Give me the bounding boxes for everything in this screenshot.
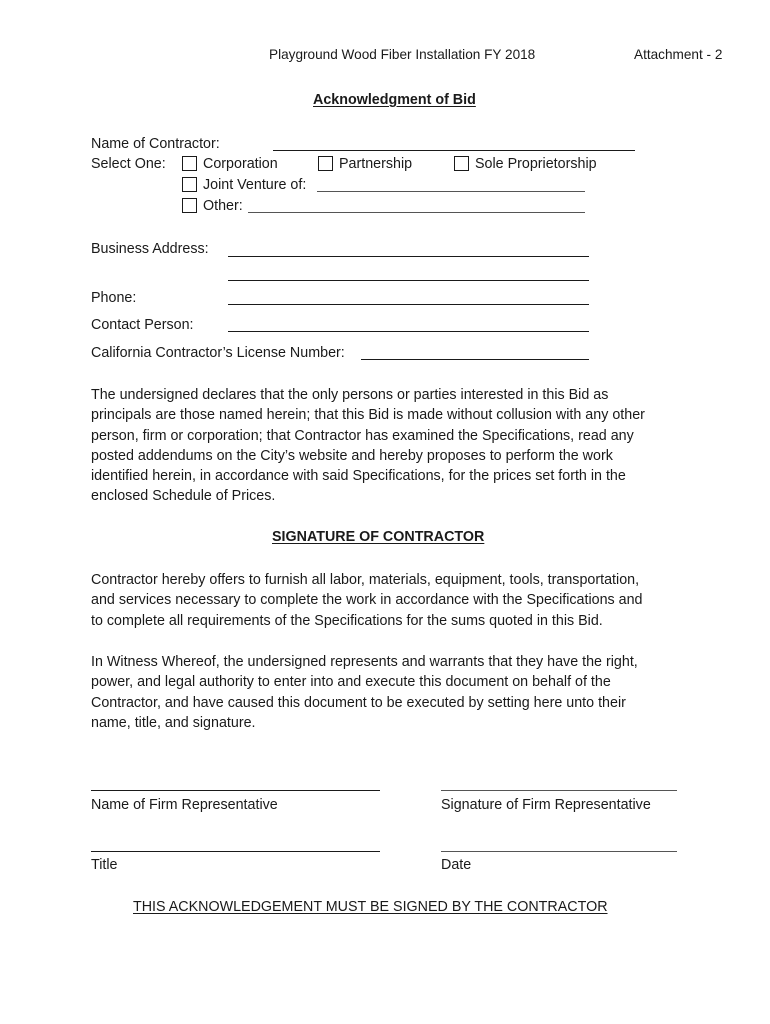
declaration-line: principals are those named herein; that this Bid is made without collusion with any other	[91, 407, 645, 424]
other-label: Other:	[203, 198, 243, 214]
contact-person-field[interactable]	[228, 331, 589, 332]
corporation-label: Corporation	[203, 156, 278, 172]
witness-line: power, and legal authority to enter into and execute this document on behalf of the	[91, 674, 611, 691]
firm-representative-signature-label: Signature of Firm Representative	[441, 797, 651, 813]
title-label: Title	[91, 857, 118, 873]
declaration-line: person, firm or corporation; that Contractor has examined the Specifications, read any	[91, 427, 634, 444]
contact-person-label: Contact Person:	[91, 317, 194, 333]
signature-heading: SIGNATURE OF CONTRACTOR	[272, 529, 485, 545]
contractor-name-field[interactable]	[273, 150, 635, 151]
witness-paragraph	[91, 652, 691, 733]
date-label: Date	[441, 857, 472, 873]
document-title: Acknowledgment of Bid	[313, 92, 476, 108]
signature-requirement-notice: THIS ACKNOWLEDGEMENT MUST BE SIGNED BY THE CONTRACTOR	[133, 899, 608, 915]
declaration-line: enclosed Schedule of Prices.	[91, 488, 276, 505]
sole-proprietorship-checkbox[interactable]	[454, 156, 469, 171]
contractor-name-label: Name of Contractor:	[91, 136, 220, 152]
license-number-label: California Contractor’s License Number:	[91, 345, 345, 361]
witness-line: Contractor, and have caused this document to be executed by setting here unto their	[91, 694, 626, 711]
joint-venture-label: Joint Venture of:	[203, 177, 307, 193]
license-number-field[interactable]	[361, 359, 589, 360]
attachment-label: Attachment - 2	[634, 47, 723, 62]
offer-paragraph	[91, 570, 691, 631]
declaration-paragraph	[91, 385, 691, 507]
date-field[interactable]	[441, 851, 677, 852]
witness-line: name, title, and signature.	[91, 714, 256, 731]
firm-representative-name-label: Name of Firm Representative	[91, 797, 278, 813]
declaration-line: posted addendums on the City’s website and hereby proposes to perform the work	[91, 447, 613, 464]
offer-line: and services necessary to complete the work in accordance with the Specifications and	[91, 592, 643, 609]
offer-line: Contractor hereby offers to furnish all labor, materials, equipment, tools, transportation,	[91, 572, 640, 588]
business-address-field-2[interactable]	[228, 280, 589, 281]
corporation-checkbox[interactable]	[182, 156, 197, 171]
joint-venture-field[interactable]	[317, 191, 585, 192]
phone-label: Phone:	[91, 290, 137, 306]
header-title: Playground Wood Fiber Installation FY 2018	[269, 47, 536, 62]
partnership-checkbox[interactable]	[318, 156, 333, 171]
other-field[interactable]	[248, 212, 585, 213]
business-address-field-1[interactable]	[228, 256, 589, 257]
offer-line: to complete all requirements of the Specifications for the sums quoted in this Bid.	[91, 612, 603, 629]
sole-proprietorship-label: Sole Proprietorship	[475, 156, 597, 172]
title-field[interactable]	[91, 851, 380, 852]
select-one-label: Select One:	[91, 156, 166, 172]
phone-field[interactable]	[228, 304, 589, 305]
partnership-label: Partnership	[339, 156, 413, 172]
firm-representative-name-field[interactable]	[91, 790, 380, 791]
business-address-label: Business Address:	[91, 241, 209, 257]
witness-line: In Witness Whereof, the undersigned represents and warrants that they have the right,	[91, 654, 638, 670]
declaration-line: identified herein, in accordance with said Specifications, for the prices set forth in the	[91, 468, 626, 485]
firm-representative-signature-field[interactable]	[441, 790, 677, 791]
joint-venture-checkbox[interactable]	[182, 177, 197, 192]
other-checkbox[interactable]	[182, 198, 197, 213]
declaration-line: The undersigned declares that the only persons or parties interested in this Bid as	[91, 387, 609, 403]
